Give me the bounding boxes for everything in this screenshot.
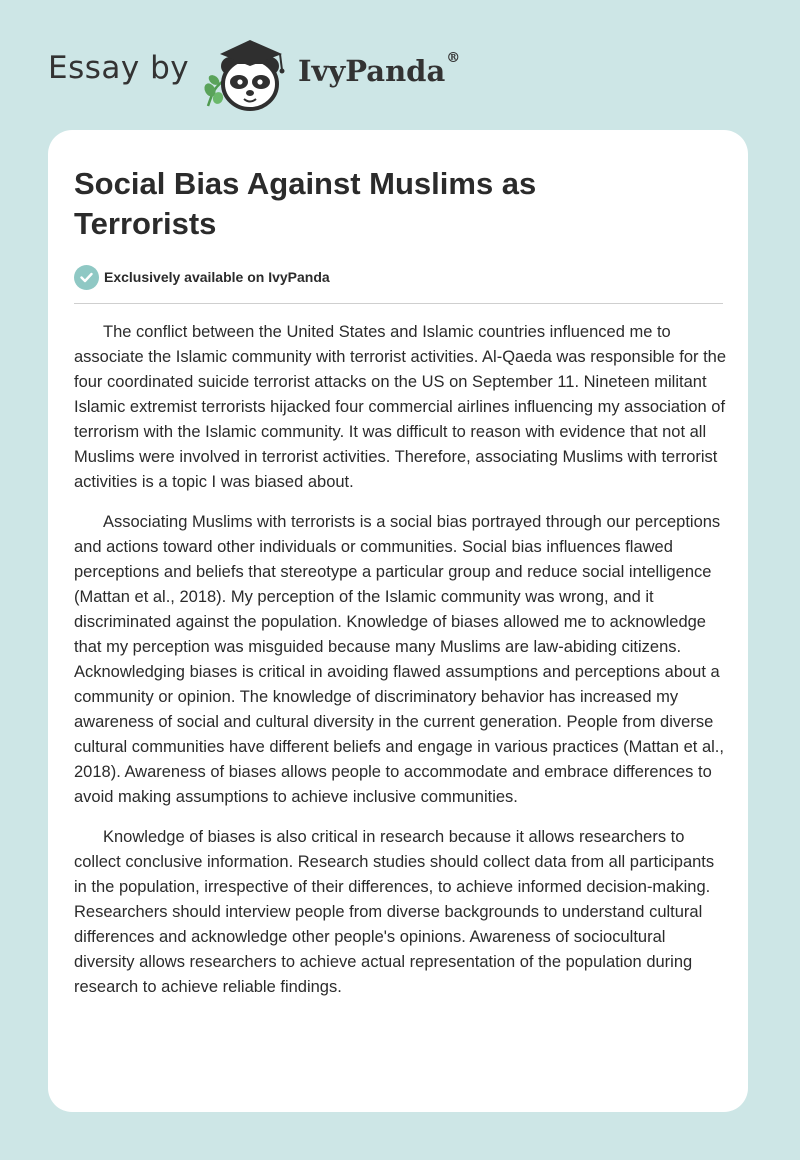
title-divider bbox=[74, 303, 723, 304]
exclusive-badge-label: Exclusively available on IvyPanda bbox=[104, 269, 330, 285]
panda-logo-icon[interactable] bbox=[200, 36, 292, 112]
essay-by-label: Essay by bbox=[48, 50, 190, 86]
brand-name-text: IvyPanda bbox=[298, 54, 446, 88]
essay-paragraph: Associating Muslims with terrorists is a social bias portrayed through our perceptions and actions toward other individuals or communities. Social bias influences flawed perceptions and beliefs that stereotype a particular group and reduce social intelligence (Mattan et al., 2018). My perception of the Islamic community was wrong, and it discriminated against the population. Knowledge of biases allowed me to acknowledge that my perception was misguided because many Muslims are law-abiding citizens. Acknowledging biases is critical in avoiding flawed assumptions and perceptions about a community or opinion. The knowledge of discriminatory behavior has increased my awareness of social and cultural diversity in the current generation. People from diverse cultural communities have different beliefs and engage in various practices (Mattan et al., 2018). Awareness of biases allows people to accommodate and embrace differences to avoid making assumptions to achieve inclusive communities. bbox=[74, 513, 724, 806]
brand-name[interactable] bbox=[298, 50, 461, 88]
exclusive-badge bbox=[74, 264, 330, 290]
essay-paragraph: Knowledge of biases is also critical in research because it allows researchers to collect conclusive information. Research studies should collect data from all participants in the population, irrespective of their differences, to achieve informed decision-making. Researchers should interview people from diverse backgrounds to understand cultural differences and acknowledge other people's opinions. Awareness of sociocultural diversity allows researchers to achieve actual representation of the population during research to achieve reliable findings. bbox=[74, 828, 715, 996]
essay-paragraph: The conflict between the United States and Islamic countries influenced me to associate the Islamic community with terrorist activities. Al-Qaeda was responsible for the four coordinated suicide terrorist attacks on the US on September 11. Nineteen militant Islamic extremist terrorists hijacked four commercial airlines influencing my association of terrorism with the Islamic community. It was difficult to reason with evidence that not all Muslims were involved in terrorist activities. Therefore, associating Muslims with terrorist activities is a topic I was biased about. bbox=[74, 323, 727, 491]
essay-card bbox=[48, 130, 748, 1112]
registered-mark: ® bbox=[446, 50, 461, 66]
essay-body bbox=[74, 320, 726, 1015]
essay-title: Social Bias Against Muslims as Terrorists bbox=[74, 166, 537, 241]
site-header bbox=[48, 34, 508, 114]
checkmark-icon bbox=[74, 265, 99, 290]
